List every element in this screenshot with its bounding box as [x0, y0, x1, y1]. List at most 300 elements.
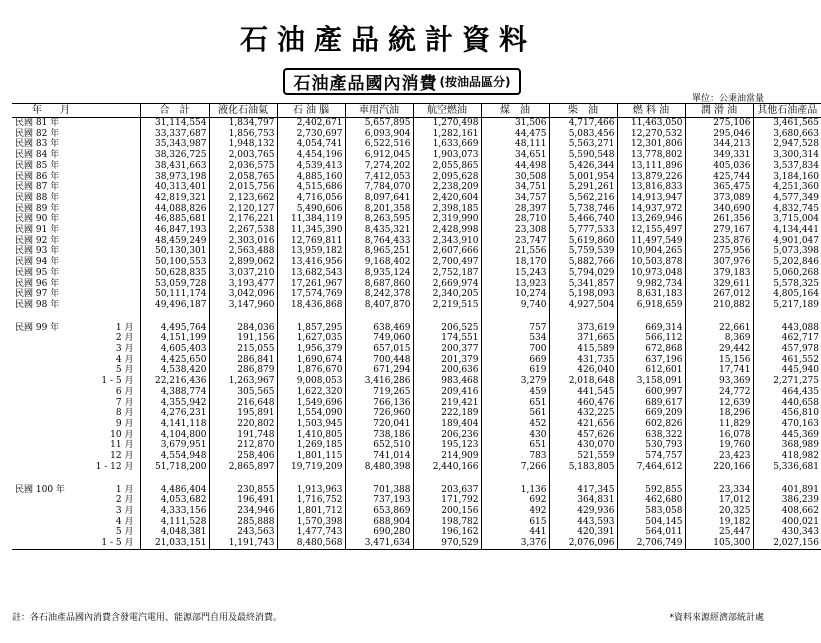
value-cell: 1,282,161 [413, 129, 481, 140]
header-row [12, 104, 821, 118]
value-cell: 196,162 [413, 527, 481, 538]
value-cell: 637,196 [617, 355, 685, 366]
value-cell: 195,891 [209, 408, 277, 419]
year-cell [12, 365, 60, 376]
value-cell: 1,913,963 [277, 485, 345, 496]
value-cell: 22,661 [685, 323, 753, 334]
value-cell: 1,622,320 [277, 387, 345, 398]
value-cell: 13,923 [481, 279, 549, 290]
month-cell: 1 - 5 月 [101, 376, 134, 387]
value-cell: 4,832,745 [753, 204, 821, 215]
value-cell: 5,073,398 [753, 246, 821, 257]
year-cell: 民國 92 年 [15, 235, 60, 246]
value-cell: 2,095,628 [413, 172, 481, 183]
table-row [12, 257, 821, 268]
spacer-cell [140, 473, 209, 485]
value-cell: 8,687,860 [345, 279, 413, 290]
value-cell: 651 [481, 440, 549, 451]
year-cell: 民國 96 年 [15, 278, 60, 289]
value-cell: 38,973,198 [140, 172, 209, 183]
spacer-cell [753, 473, 821, 485]
value-cell: 10,274 [481, 289, 549, 300]
value-cell: 17,741 [685, 365, 753, 376]
value-cell: 235,876 [685, 236, 753, 247]
value-cell: 443,593 [549, 517, 617, 528]
value-cell: 651 [481, 398, 549, 409]
value-cell: 8,764,433 [345, 236, 413, 247]
value-cell: 329,611 [685, 279, 753, 290]
spacer-cell [617, 311, 685, 323]
table-row [12, 538, 821, 549]
year-cell: 民國 97 年 [15, 289, 60, 300]
header-gasoline: 車用汽油 [345, 104, 413, 118]
value-cell: 2,563,488 [209, 246, 277, 257]
value-cell: 243,563 [209, 527, 277, 538]
value-cell: 5,291,261 [549, 182, 617, 193]
value-cell: 21,033,151 [140, 538, 209, 549]
spacer-cell [685, 473, 753, 485]
value-cell: 20,325 [685, 506, 753, 517]
value-cell: 2,428,998 [413, 225, 481, 236]
year-cell: 民國 83 年 [15, 139, 60, 150]
month-cell [60, 139, 140, 150]
month-cell [60, 172, 140, 183]
value-cell: 200,636 [413, 365, 481, 376]
value-cell: 2,015,756 [209, 182, 277, 193]
value-cell: 13,416,956 [277, 257, 345, 268]
value-cell: 5,083,456 [549, 129, 617, 140]
value-cell: 692 [481, 495, 549, 506]
value-cell: 441,545 [549, 387, 617, 398]
value-cell: 373,619 [549, 323, 617, 334]
value-cell: 13,111,896 [617, 161, 685, 172]
header-naphtha: 石 油 腦 [277, 104, 345, 118]
value-cell: 275,106 [685, 118, 753, 129]
month-cell [60, 236, 140, 247]
value-cell: 214,909 [413, 451, 481, 462]
value-cell: 4,134,441 [753, 225, 821, 236]
year-cell [12, 398, 60, 409]
table-row [12, 161, 821, 172]
subtitle-box [283, 68, 521, 95]
table-row [12, 365, 821, 376]
value-cell: 619 [481, 365, 549, 376]
consumption-table [12, 103, 821, 550]
footnote: 註：各石油產品國內消費含發電汽電用、能源部門自用及最終消費。 [12, 613, 283, 623]
value-cell: 766,136 [345, 398, 413, 409]
spacer-cell [12, 311, 60, 323]
value-cell: 4,053,682 [140, 495, 209, 506]
month-cell [60, 279, 140, 290]
table-row [12, 462, 821, 473]
year-cell: 民國 85 年 [15, 160, 60, 171]
value-cell: 3,037,210 [209, 268, 277, 279]
value-cell: 12,155,497 [617, 225, 685, 236]
value-cell: 171,792 [413, 495, 481, 506]
value-cell: 430 [481, 430, 549, 441]
value-cell: 460,476 [549, 398, 617, 409]
value-cell: 3,471,634 [345, 538, 413, 549]
value-cell: 1,903,073 [413, 150, 481, 161]
source-note: *資料來源經濟部統計處 [669, 613, 764, 623]
value-cell: 17,574,769 [277, 289, 345, 300]
year-cell: 民國 94 年 [15, 257, 60, 268]
year-cell: 民國 82 年 [15, 128, 60, 139]
value-cell: 462,680 [617, 495, 685, 506]
subtitle-paren: (按油品區分) [439, 75, 511, 89]
value-cell: 5,001,954 [549, 172, 617, 183]
value-cell: 564,011 [617, 527, 685, 538]
value-cell: 561 [481, 408, 549, 419]
value-cell: 7,274,202 [345, 161, 413, 172]
value-cell: 2,027,156 [753, 538, 821, 549]
year-cell: 民國 89 年 [15, 203, 60, 214]
value-cell: 1,549,696 [277, 398, 345, 409]
value-cell: 203,637 [413, 485, 481, 496]
header-year: 年 [12, 104, 60, 118]
year-cell [12, 538, 60, 549]
value-cell: 340,690 [685, 204, 753, 215]
value-cell: 196,491 [209, 495, 277, 506]
value-cell: 2,865,897 [209, 462, 277, 473]
value-cell: 405,036 [685, 161, 753, 172]
value-cell: 4,605,403 [140, 344, 209, 355]
value-cell: 46,847,193 [140, 225, 209, 236]
year-cell: 民國 91 年 [15, 225, 60, 236]
month-cell: 2 月 [115, 495, 134, 506]
value-cell: 566,112 [617, 333, 685, 344]
value-cell: 25,447 [685, 527, 753, 538]
table-row [12, 289, 821, 300]
value-cell: 432,225 [549, 408, 617, 419]
value-cell: 1,554,090 [277, 408, 345, 419]
value-cell: 2,440,166 [413, 462, 481, 473]
table-row [12, 214, 821, 225]
value-cell: 4,515,686 [277, 182, 345, 193]
month-cell [60, 300, 140, 311]
value-cell: 34,751 [481, 182, 549, 193]
value-cell: 4,885,160 [277, 172, 345, 183]
value-cell: 3,042,096 [209, 289, 277, 300]
value-cell: 2,120,127 [209, 204, 277, 215]
value-cell: 4,111,528 [140, 517, 209, 528]
table-row [12, 246, 821, 257]
value-cell: 1,503,945 [277, 419, 345, 430]
value-cell: 1,956,379 [277, 344, 345, 355]
year-cell [12, 462, 60, 473]
value-cell: 445,369 [753, 430, 821, 441]
value-cell: 1,716,752 [277, 495, 345, 506]
value-cell: 286,841 [209, 355, 277, 366]
value-cell: 418,982 [753, 451, 821, 462]
value-cell: 13,682,543 [277, 268, 345, 279]
value-cell: 720,041 [345, 419, 413, 430]
value-cell: 8,965,251 [345, 246, 413, 257]
value-cell: 3,461,565 [753, 118, 821, 129]
value-cell: 21,556 [481, 246, 549, 257]
value-cell: 53,059,728 [140, 279, 209, 290]
value-cell: 441 [481, 527, 549, 538]
value-cell: 198,782 [413, 517, 481, 528]
table-row [12, 139, 821, 150]
value-cell: 1,270,498 [413, 118, 481, 129]
value-cell: 368,989 [753, 440, 821, 451]
value-cell: 13,959,182 [277, 246, 345, 257]
value-cell: 295,046 [685, 129, 753, 140]
value-cell: 5,426,344 [549, 161, 617, 172]
value-cell: 1,570,398 [277, 517, 345, 528]
month-cell: 8 月 [115, 408, 134, 419]
spacer-cell [345, 473, 413, 485]
value-cell: 2,176,221 [209, 214, 277, 225]
table-row [12, 268, 821, 279]
value-cell: 2,402,671 [277, 118, 345, 129]
value-cell: 2,700,497 [413, 257, 481, 268]
table-row [12, 376, 821, 387]
table-row [12, 485, 821, 496]
table-row [12, 344, 821, 355]
value-cell: 23,308 [481, 225, 549, 236]
value-cell: 1,801,712 [277, 506, 345, 517]
value-cell: 1,477,743 [277, 527, 345, 538]
value-cell: 50,100,553 [140, 257, 209, 268]
value-cell: 3,416,286 [345, 376, 413, 387]
value-cell: 689,617 [617, 398, 685, 409]
month-cell [60, 182, 140, 193]
value-cell: 5,341,857 [549, 279, 617, 290]
value-cell: 464,435 [753, 387, 821, 398]
spacer-cell [60, 473, 140, 485]
value-cell: 13,879,226 [617, 172, 685, 183]
value-cell: 5,336,681 [753, 462, 821, 473]
value-cell: 3,679,951 [140, 440, 209, 451]
value-cell: 15,156 [685, 355, 753, 366]
value-cell: 5,562,216 [549, 193, 617, 204]
value-cell: 7,784,070 [345, 182, 413, 193]
value-cell: 504,145 [617, 517, 685, 528]
month-cell [60, 268, 140, 279]
value-cell: 4,716,056 [277, 193, 345, 204]
value-cell: 3,158,091 [617, 376, 685, 387]
month-cell [60, 161, 140, 172]
month-cell [60, 193, 140, 204]
value-cell: 3,193,477 [209, 279, 277, 290]
value-cell: 4,927,504 [549, 300, 617, 311]
page-title: 石油產品統計資料 [239, 23, 536, 56]
value-cell: 1,801,115 [277, 451, 345, 462]
table-row [12, 440, 821, 451]
value-cell: 44,088,826 [140, 204, 209, 215]
value-cell: 2,752,187 [413, 268, 481, 279]
value-cell: 534 [481, 333, 549, 344]
month-cell: 12 月 [110, 451, 134, 462]
value-cell: 7,412,053 [345, 172, 413, 183]
value-cell: 425,744 [685, 172, 753, 183]
year-cell [12, 376, 60, 387]
value-cell: 672,868 [617, 344, 685, 355]
value-cell: 2,730,697 [277, 129, 345, 140]
value-cell: 6,918,659 [617, 300, 685, 311]
value-cell: 8,480,568 [277, 538, 345, 549]
value-cell: 2,340,205 [413, 289, 481, 300]
value-cell: 4,901,047 [753, 236, 821, 247]
value-cell: 5,619,860 [549, 236, 617, 247]
value-cell: 420,391 [549, 527, 617, 538]
value-cell: 5,060,268 [753, 268, 821, 279]
table-row [12, 193, 821, 204]
table-row [12, 182, 821, 193]
month-cell: 4 月 [115, 516, 134, 527]
value-cell: 3,279 [481, 376, 549, 387]
spacer-cell [209, 311, 277, 323]
unit-label: 單位：公秉油當量 [691, 94, 764, 104]
value-cell: 1,136 [481, 485, 549, 496]
value-cell: 417,345 [549, 485, 617, 496]
year-cell: 民國 86 年 [15, 171, 60, 182]
value-cell: 191,748 [209, 430, 277, 441]
month-cell: 10 月 [110, 429, 134, 440]
month-cell: 5 月 [115, 365, 134, 376]
year-cell [12, 506, 60, 517]
month-cell: 5 月 [115, 527, 134, 538]
table-row [12, 300, 821, 311]
month-cell: 1 月 [115, 322, 134, 333]
value-cell: 12,639 [685, 398, 753, 409]
value-cell: 234,946 [209, 506, 277, 517]
value-cell: 462,717 [753, 333, 821, 344]
value-cell: 461,552 [753, 355, 821, 366]
value-cell: 700 [481, 344, 549, 355]
value-cell: 206,525 [413, 323, 481, 334]
value-cell: 16,078 [685, 430, 753, 441]
value-cell: 31,506 [481, 118, 549, 129]
value-cell: 4,554,948 [140, 451, 209, 462]
value-cell: 602,826 [617, 419, 685, 430]
value-cell: 13,778,802 [617, 150, 685, 161]
year-cell: 民國 99 年 [15, 322, 60, 333]
value-cell: 18,296 [685, 408, 753, 419]
value-cell: 200,377 [413, 344, 481, 355]
header-month: 月 [60, 104, 140, 118]
value-cell: 48,459,249 [140, 236, 209, 247]
value-cell: 5,563,271 [549, 139, 617, 150]
value-cell: 983,468 [413, 376, 481, 387]
spacer-cell [209, 473, 277, 485]
value-cell: 364,831 [549, 495, 617, 506]
value-cell: 2,123,662 [209, 193, 277, 204]
value-cell: 1,263,967 [209, 376, 277, 387]
value-cell: 230,855 [209, 485, 277, 496]
value-cell: 700,448 [345, 355, 413, 366]
value-cell: 783 [481, 451, 549, 462]
table-body [12, 118, 821, 550]
spacer-cell [549, 311, 617, 323]
value-cell: 4,054,741 [277, 139, 345, 150]
value-cell: 49,496,187 [140, 300, 209, 311]
month-cell [60, 150, 140, 161]
table-row [12, 506, 821, 517]
value-cell: 371,665 [549, 333, 617, 344]
value-cell: 219,421 [413, 398, 481, 409]
value-cell: 305,565 [209, 387, 277, 398]
month-cell [60, 214, 140, 225]
spacer-row [12, 473, 821, 485]
value-cell: 671,294 [345, 365, 413, 376]
value-cell: 3,715,004 [753, 214, 821, 225]
year-cell: 民國 95 年 [15, 267, 60, 278]
value-cell: 688,904 [345, 517, 413, 528]
month-cell: 9 月 [115, 418, 134, 429]
year-cell [12, 333, 60, 344]
value-cell: 200,156 [413, 506, 481, 517]
value-cell: 9,008,053 [277, 376, 345, 387]
value-cell: 2,003,765 [209, 150, 277, 161]
value-cell: 690,280 [345, 527, 413, 538]
value-cell: 4,805,164 [753, 289, 821, 300]
spacer-cell [277, 473, 345, 485]
header-kerosene: 煤 油 [481, 104, 549, 118]
value-cell: 8,935,124 [345, 268, 413, 279]
value-cell: 285,888 [209, 517, 277, 528]
spacer-cell [617, 473, 685, 485]
year-cell [12, 387, 60, 398]
value-cell: 307,976 [685, 257, 753, 268]
month-cell: 3 月 [115, 344, 134, 355]
value-cell: 741,014 [345, 451, 413, 462]
value-cell: 1,627,035 [277, 333, 345, 344]
value-cell: 429,936 [549, 506, 617, 517]
value-cell: 583,058 [617, 506, 685, 517]
value-cell: 401,891 [753, 485, 821, 496]
value-cell: 652,510 [345, 440, 413, 451]
value-cell: 2,303,016 [209, 236, 277, 247]
value-cell: 5,759,539 [549, 246, 617, 257]
value-cell: 174,551 [413, 333, 481, 344]
value-cell: 46,885,681 [140, 214, 209, 225]
value-cell: 1,410,805 [277, 430, 345, 441]
value-cell: 459 [481, 387, 549, 398]
year-cell [12, 430, 60, 441]
value-cell: 28,710 [481, 214, 549, 225]
year-cell [12, 527, 60, 538]
value-cell: 4,577,349 [753, 193, 821, 204]
value-cell: 4,388,774 [140, 387, 209, 398]
value-cell: 286,879 [209, 365, 277, 376]
year-cell [12, 419, 60, 430]
value-cell: 8,631,183 [617, 289, 685, 300]
month-cell: 4 月 [115, 354, 134, 365]
value-cell: 18,436,868 [277, 300, 345, 311]
header-other-products: 其他石油產品 [753, 104, 821, 118]
spacer-cell [60, 311, 140, 323]
value-cell: 638,322 [617, 430, 685, 441]
value-cell: 10,973,048 [617, 268, 685, 279]
value-cell: 222,189 [413, 408, 481, 419]
value-cell: 8,201,358 [345, 204, 413, 215]
header-lpg: 液化石油氣 [209, 104, 277, 118]
value-cell: 4,104,800 [140, 430, 209, 441]
spacer-cell [413, 311, 481, 323]
value-cell: 212,870 [209, 440, 277, 451]
value-cell: 5,657,895 [345, 118, 413, 129]
value-cell: 4,495,764 [140, 323, 209, 334]
value-cell: 93,369 [685, 376, 753, 387]
year-cell: 民國 100 年 [15, 484, 65, 495]
value-cell: 5,202,846 [753, 257, 821, 268]
value-cell: 12,270,532 [617, 129, 685, 140]
value-cell: 757 [481, 323, 549, 334]
value-cell: 738,186 [345, 430, 413, 441]
